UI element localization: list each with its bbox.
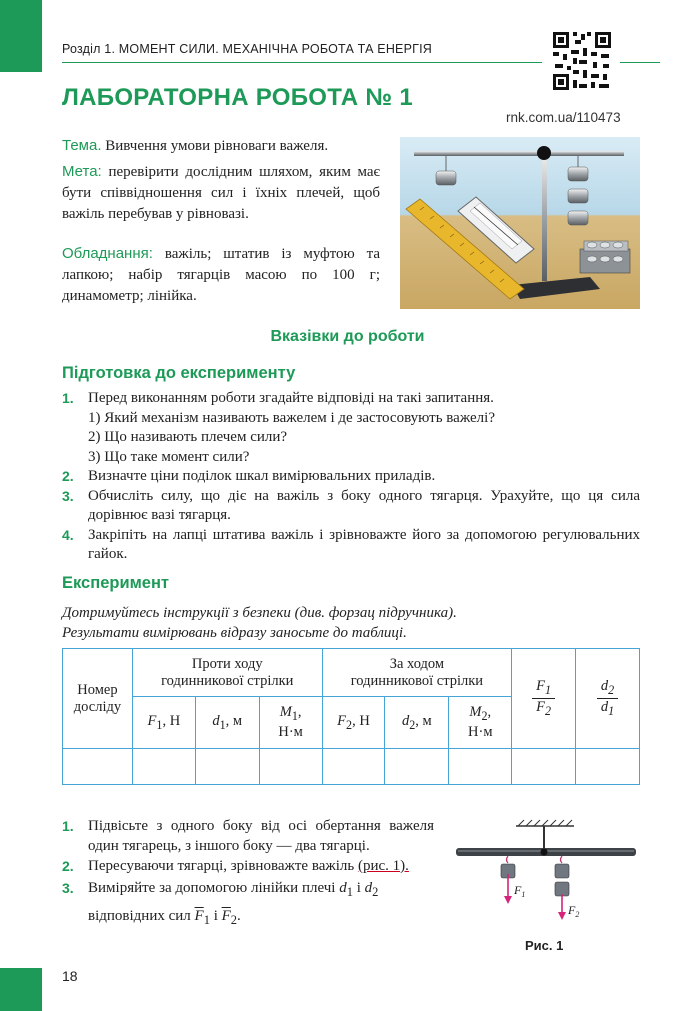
var: d: [364, 880, 373, 896]
equipment-label: Обладнання:: [62, 245, 153, 262]
list-text: Виміряйте за допомогою лінійки плечі: [88, 880, 336, 896]
var: d: [339, 880, 347, 896]
header-ccw-line2: годинникової стрілки: [161, 672, 294, 689]
var: M: [469, 704, 482, 721]
sub: 1: [156, 717, 163, 732]
list-number: 3.: [62, 487, 74, 504]
frac-sub: 2: [545, 703, 552, 718]
list-number: 2.: [62, 468, 74, 484]
unit: Н·м: [468, 723, 493, 740]
header-ccw: [132, 649, 322, 697]
header-d1: [195, 697, 259, 749]
sub: 2: [230, 913, 238, 927]
var: F: [147, 712, 157, 729]
topic-label: Тема.: [62, 137, 102, 154]
header-number-line2: досліду: [73, 698, 122, 715]
table-row: [63, 749, 640, 785]
topic-text: Вивчення умови рівноваги важеля.: [105, 138, 329, 154]
list-item: [62, 876, 434, 932]
list-text: відповідних сил: [88, 908, 191, 924]
equipment-paragraph: [62, 243, 380, 307]
force-ratio-fraction: [532, 678, 555, 719]
list-number: 1.: [62, 390, 74, 406]
list-text: Підвісьте з одного боку від осі обертання важеля один тягарець, з іншого боку — два тягарці.: [88, 818, 434, 854]
sub: 1: [203, 913, 210, 927]
header-number: [63, 649, 133, 749]
topic-paragraph: [62, 135, 380, 157]
qr-code-icon[interactable]: [551, 30, 613, 92]
unit: , м: [415, 712, 432, 729]
list-number: 2.: [62, 858, 74, 874]
equipment-photo: [400, 137, 640, 309]
vector-var: $\overline{F}$: [221, 908, 231, 924]
list-item: [62, 467, 640, 487]
frac-sub: 1: [545, 683, 552, 697]
table-cell[interactable]: [385, 749, 449, 785]
list-number: 4.: [62, 526, 74, 543]
results-table: [62, 648, 640, 785]
goal-text: перевірити дослідним шляхом, яким має бути співвідношення сил і їхніх плечей, щоб важіль перебував у рівновазі.: [62, 164, 381, 222]
list-number: 3.: [62, 880, 74, 896]
chapter-title: Розділ 1. МОМЕНТ СИЛИ. МЕХАНІЧНА РОБОТА ТА ЕНЕРГІЯ: [62, 42, 432, 56]
unit: , Н: [162, 712, 181, 729]
var: d: [212, 712, 220, 729]
figure-caption: Рис. 1: [525, 938, 564, 953]
header-F1: [132, 697, 195, 749]
prep-list: [62, 389, 640, 565]
table-cell[interactable]: [322, 749, 385, 785]
frac-var: F: [536, 699, 546, 715]
list-item: [62, 389, 640, 409]
list-text: Обчисліть силу, що діє на важіль з боку одного тягарця. Урахуйте, що ця сила дорівнює вазі тягарця.: [88, 487, 640, 523]
frac-sub: 2: [608, 683, 615, 697]
goal-paragraph: [62, 161, 380, 225]
header-cw-line1: За ходом: [389, 655, 445, 672]
sub: 2: [481, 708, 488, 723]
table-cell[interactable]: [63, 749, 133, 785]
list-text: Закріпіть на лапці штатива важіль і зрівноважте його за допомогою регулювальних гайок.: [88, 526, 640, 562]
equipment-text: важіль; штатив із муфтою та лапкою; набір тягарців масою по 100 г; динамометр; лінійка.: [62, 246, 381, 304]
results-note: Результати вимірювань відразу заносьте до таблиці.: [62, 625, 407, 641]
question-item: 1) Який механізм називають важелем і де застосовують важелі?: [88, 409, 495, 426]
table-cell[interactable]: [449, 749, 512, 785]
header-F2: [322, 697, 385, 749]
vector-var: $\overline{F}$: [194, 908, 204, 924]
table-cell[interactable]: [259, 749, 322, 785]
green-side-bar-bottom: [0, 968, 42, 1011]
list-item: [62, 487, 640, 526]
table-cell[interactable]: [195, 749, 259, 785]
header-rule-right: [620, 62, 660, 63]
prep-heading: Підготовка до експерименту: [62, 364, 296, 382]
header-number-line1: Номер: [77, 681, 118, 698]
header-d2: [385, 697, 449, 749]
steps-list: [62, 816, 434, 932]
list-item: [62, 856, 434, 876]
page-number: 18: [62, 968, 78, 984]
header-arm-ratio: [576, 649, 640, 749]
list-text: Визначте ціни поділок шкал вимірювальних приладів.: [88, 468, 436, 484]
frac-sub: 1: [608, 703, 615, 718]
experiment-heading: Експеримент: [62, 574, 170, 592]
var: F: [337, 712, 347, 729]
sub: 2: [409, 717, 416, 732]
var: M: [279, 704, 292, 721]
arm-ratio-fraction: [597, 678, 618, 719]
table-cell[interactable]: [576, 749, 640, 785]
figure-F1-label: $F_1$: [514, 883, 526, 899]
header-M2: $M_2$, Н·м: [449, 697, 512, 749]
figure-reference[interactable]: (рис. 1).: [357, 858, 409, 874]
safety-note: Дотримуйтесь інструкції з безпеки (див. форзац підручника).: [62, 605, 457, 621]
list-text: Пересуваючи тягарці, зрівноважте важіль: [88, 858, 355, 874]
header-ccw-line1: Проти ходу: [191, 655, 263, 672]
sub: 1: [219, 717, 226, 732]
list-text: .: [237, 908, 241, 924]
goal-label: Мета:: [62, 163, 102, 180]
table-cell[interactable]: [512, 749, 576, 785]
unit: , м: [225, 712, 243, 729]
instructions-heading: Вказівки до роботи: [270, 328, 425, 345]
question-item: 2) Що називають плечем сили?: [88, 429, 288, 445]
page-title: ЛАБОРАТОРНА РОБОТА № 1: [62, 84, 413, 111]
frac-var: F: [536, 678, 546, 695]
list-text: і: [213, 908, 218, 924]
frac-var: d: [600, 678, 609, 695]
header-rule: [62, 62, 542, 63]
header-cw-line2: годинникової стрілки: [350, 672, 484, 689]
lever-diagram: [450, 818, 642, 936]
list-item: [62, 816, 434, 856]
header-cw: [322, 649, 512, 697]
list-text: і: [356, 880, 361, 896]
header-force-ratio: [512, 649, 576, 749]
var: d: [402, 712, 410, 729]
green-side-bar-top: [0, 0, 42, 72]
sub: 1: [346, 885, 353, 899]
figure-F2-label: $F_2$: [568, 903, 580, 919]
frac-var: d: [600, 699, 609, 715]
sub: 1: [291, 708, 298, 723]
unit: , Н: [352, 712, 370, 729]
question-item: 3) Що таке момент сили?: [88, 448, 250, 465]
header-M1: $M_1$, Н·м: [259, 697, 322, 749]
sub: 2: [372, 885, 379, 899]
unit: Н·м: [278, 723, 303, 740]
list-item: [62, 526, 640, 565]
sub: 2: [346, 717, 353, 732]
table-cell[interactable]: [132, 749, 195, 785]
list-text: Перед виконанням роботи згадайте відповіді на такі запитання.: [88, 390, 494, 406]
list-number: 1.: [62, 818, 74, 834]
resource-link[interactable]: rnk.com.ua/110473: [506, 110, 621, 125]
